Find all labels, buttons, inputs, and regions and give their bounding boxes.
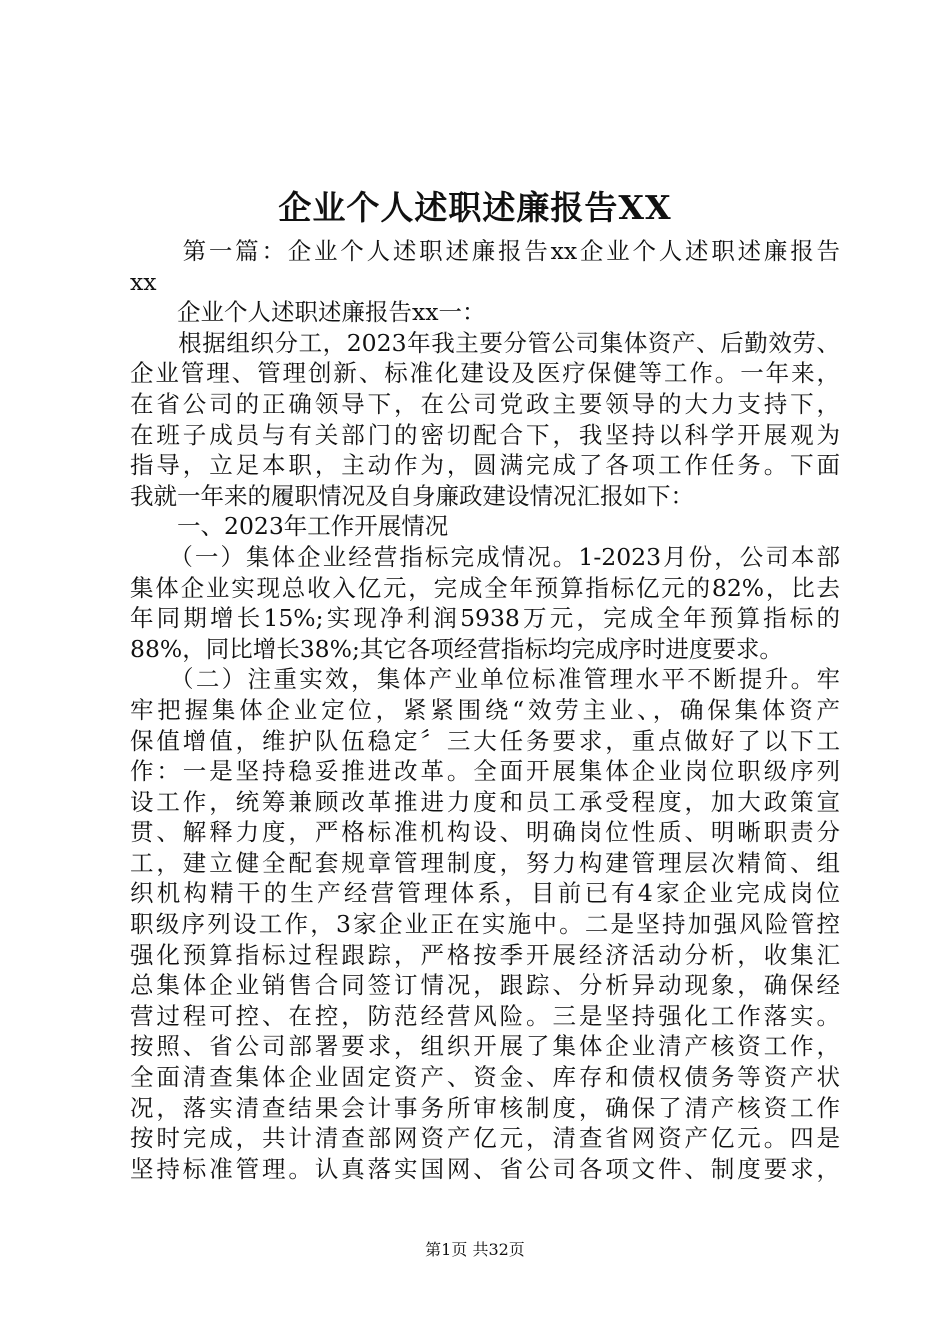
body-line: 88%，同比增长38%;其它各项经营指标均完成序时进度要求。 (130, 634, 783, 663)
document-title: 企业个人述职述廉报告XX (278, 188, 672, 227)
body-line: （一）集体企业经营指标完成情况。1-2023月份，公司本部 (130, 542, 840, 571)
body-line: 贯、解释力度，严格标准机构设、明确岗位性质、明晰职责分 (130, 818, 840, 847)
body-line: 一、2023年工作开展情况 (130, 512, 449, 541)
body-line: 职级序列设工作，3家企业正在实施中。二是坚持加强风险管控 (130, 910, 840, 939)
page-footer: 第1页 共32页 (425, 1240, 525, 1259)
body-line: 指导，立足本职，主动作为，圆满完成了各项工作任务。下面 (130, 451, 840, 480)
body-line: 第一篇：企业个人述职述廉报告xx企业个人述职述廉报告 (130, 237, 840, 265)
body-line: 企业管理、管理创新、标准化建设及医疗保健等工作。一年来， (130, 359, 840, 388)
body-line: 工，建立健全配套规章管理制度，努力构建管理层次精简、组 (130, 848, 840, 877)
body-line: 全面清查集体企业固定资产、资金、库存和债权债务等资产状 (130, 1063, 840, 1092)
body-line: 况，落实清查结果会计事务所审核制度，确保了清产核资工作 (130, 1093, 840, 1122)
body-line: 在班子成员与有关部门的密切配合下，我坚持以科学开展观为 (130, 420, 840, 449)
body-line: 根据组织分工，2023年我主要分管公司集体资产、后勤效劳、 (130, 328, 840, 357)
body-line: 总集体企业销售合同签订情况，跟踪、分析异动现象，确保经 (130, 971, 840, 1000)
body-line: （二）注重实效，集体产业单位标准管理水平不断提升。牢 (130, 665, 840, 694)
body-line: 牢把握集体企业定位，紧紧围绕“效劳主业、，确保集体资产 (130, 695, 840, 724)
body-line: 年同期增长15%;实现净利润5938万元，完成全年预算指标的 (130, 604, 840, 633)
document-body (130, 236, 840, 1184)
body-line: 作：一是坚持稳妥推进改革。全面开展集体企业岗位职级序列 (130, 757, 840, 786)
body-line: xx (130, 267, 157, 296)
body-line: 坚持标准管理。认真落实国网、省公司各项文件、制度要求， (130, 1154, 840, 1183)
body-line: 按时完成，共计清查部网资产亿元，清查省网资产亿元。四是 (130, 1124, 840, 1153)
body-line: 设工作，统筹兼顾改革推进力度和员工承受程度，加大政策宣 (130, 787, 840, 816)
body-line: 企业个人述职述廉报告xx一： (130, 298, 486, 327)
body-line: 织机构精干的生产经营管理体系，目前已有4家企业完成岗位 (130, 879, 840, 908)
body-line: 集体企业实现总收入亿元，完成全年预算指标亿元的82%，比去 (130, 573, 840, 602)
body-line: 我就一年来的履职情况及自身廉政建设情况汇报如下： (130, 481, 694, 510)
body-line: 强化预算指标过程跟踪，严格按季开展经济活动分析，收集汇 (130, 940, 840, 969)
body-line: 保值增值，维护队伍稳定〞三大任务要求，重点做好了以下工 (130, 726, 840, 755)
body-line: 营过程可控、在控，防范经营风险。三是坚持强化工作落实。 (130, 1001, 840, 1030)
body-line: 在省公司的正确领导下，在公司党政主要领导的大力支持下， (130, 389, 840, 418)
body-line: 按照、省公司部署要求，组织开展了集体企业清产核资工作， (130, 1032, 840, 1061)
